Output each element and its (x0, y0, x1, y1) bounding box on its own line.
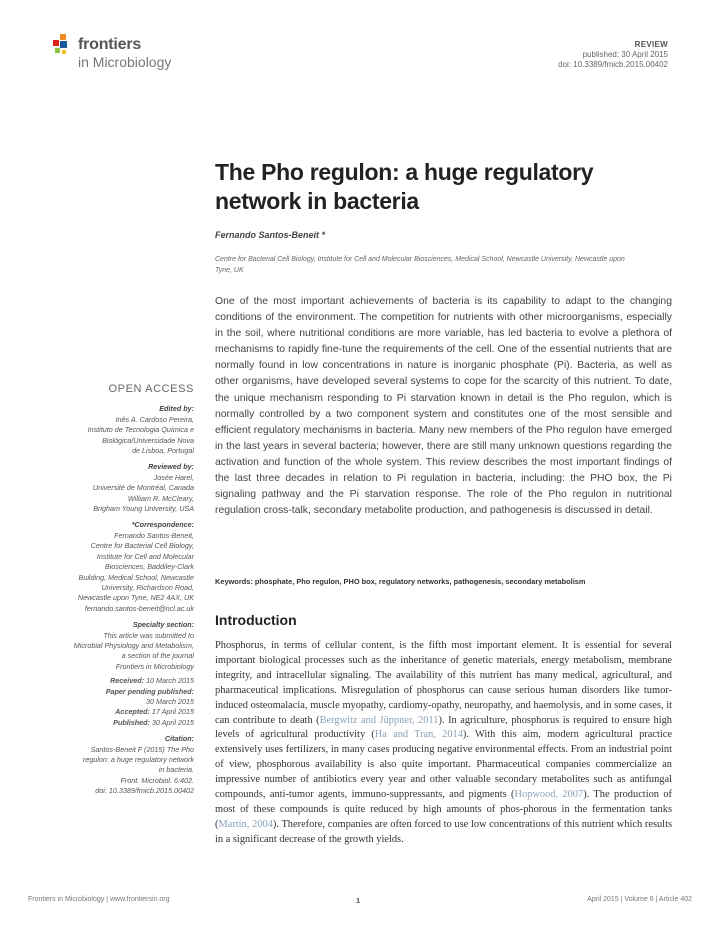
keywords-list: phosphate, Pho regulon, PHO box, regulatory networks, pathogenesis, secondary metabolism (254, 577, 586, 586)
abstract: One of the most important achievements of bacteria is its capability to adapt to the changing conditions of the environment. The competition for nutrients with other microorganisms, especially in the soil, where nutritional conditions are more variable, has led bacteria to evolve a plethora of mechanisms to rapidly fine-tune the requirements of the cell. One of the essential nutrients that are normally found in low concentrations in nature is inorganic phosphate (Pi). Bacteria, as well as other organisms, have developed several systems to cope for the scarcity of this nutrient. To date, the unique mechanism responding to Pi starvation known in detail is the Pho regulon, which is normally controlled by a two component system and constitutes one of the most sensible and efficient regulatory mechanisms in bacteria. Many new members of the Pho regulon have emerged in the last years in several bacteria; however, there are still many unknown questions regarding the activation and function of the whole system. This review describes the most important findings of the last three decades in relation to Pi regulation in bacteria, including: the PHO box, the Pi signaling pathway and the Pi starvation response. The role of the Pho regulon in nutritional regulation cross-talk, secondary metabolite production, and pathogenesis is discussed in detail. (215, 296, 672, 517)
intro-text-4: ). The production of most of these compounds is quite reduced by high amounts of phos-phorous in the fermentation tanks ( (215, 789, 672, 830)
intro-text-5: ). Therefore, companies are often forced to use low concentrations of this nutrient which results in a significant decrease of the growth yields. (215, 818, 673, 845)
correspondence-line: Institute for Cell and Molecular (96, 551, 194, 561)
paper-title (215, 158, 675, 216)
reviewer-line: Josée Harel, (153, 472, 194, 482)
edited-by-label: Edited by: (159, 404, 194, 414)
keywords-label: Keywords: (215, 577, 253, 586)
article-meta (558, 40, 668, 70)
correspondence-line: Centre for Bacterial Cell Biology, (90, 541, 194, 551)
specialty-line: Microbial Physiology and Metabolism, (73, 640, 194, 650)
footer-issue: April 2015 | Volume 6 | Article 402 (587, 896, 692, 903)
accepted-date: 17 April 2015 (151, 707, 194, 717)
title-line-1: The Pho regulon: a huge regulatory (215, 159, 594, 185)
specialty-line: Frontiers in Microbiology (115, 661, 194, 671)
journal-logo (52, 34, 232, 74)
introduction-paragraph (215, 639, 672, 848)
article-dates (48, 676, 194, 728)
pending-label: Paper pending published: (105, 686, 194, 696)
section-heading-introduction: Introduction (215, 612, 297, 628)
logo-word-frontiers: frontiers (78, 36, 142, 53)
specialty-section-label: Specialty section: (132, 620, 194, 630)
reference-link[interactable]: Martín, 2004 (218, 818, 273, 830)
author-affiliation: Centre for Bacterial Cell Biology, Institute for Cell and Molecular Biosciences, Medical School, Newcastle University, Newcastle upon Tyne, UK (215, 256, 625, 274)
accepted-label: Accepted: (115, 707, 150, 717)
citation-line: regulon: a huge regulatory network (82, 755, 194, 764)
received-date: 10 March 2015 (146, 676, 194, 686)
correspondence-label: *Correspondence: (131, 520, 194, 530)
reviewer-line: William R. McCleary, (127, 493, 194, 503)
reference-link[interactable]: Hopwood, 2007 (514, 789, 584, 801)
reference-link[interactable]: Ha and Tran, 2014 (374, 729, 463, 741)
published-label: Published: (113, 717, 150, 727)
correspondence-line: University, Richardson Road, (101, 582, 194, 592)
editor-line: Biológica/Universidade Nova (102, 435, 194, 445)
frontiers-logo-icon (52, 34, 76, 58)
citation-label: Citation: (164, 734, 194, 744)
logo-word-journal: in Microbiology (78, 54, 172, 70)
correspondence-email[interactable]: fernando.santos-beneit@ncl.ac.uk (84, 603, 194, 613)
published-date-sidebar: 30 April 2015 (151, 717, 194, 727)
reviewer-line: Brigham Young University, USA (93, 504, 194, 514)
footer-journal[interactable]: Frontiers in Microbiology | www.frontiersin.org (28, 896, 170, 903)
specialty-line: This article was submitted to (103, 630, 194, 640)
specialty-line: a section of the journal (121, 651, 194, 661)
correspondence-line: Biosciences, Baddiley-Clark (104, 562, 194, 572)
author-name[interactable]: Fernando Santos-Beneit * (215, 230, 326, 240)
reviewed-by-label: Reviewed by: (148, 462, 194, 472)
citation-line: in bacteria. (158, 765, 194, 775)
citation-line: Santos-Beneit F (2015) The Pho (90, 744, 194, 754)
title-line-2: network in bacteria (215, 188, 419, 214)
reviewer-line: Université de Montréal, Canada (92, 483, 194, 493)
correspondence-line: Newcastle upon Tyne, NE2 4AX, UK (77, 593, 194, 603)
editor-line: Inês A. Cardoso Pereira, (115, 414, 194, 424)
page-number: 1 (356, 896, 361, 905)
intro-text-1: Phosphorus, in terms of cellular content, is the fifth most important element. It is essential for several important biological processes such as the inheritance of genetic materials, energy metabolism, membrane integrity, and intracellular signaling. The availability of this nutrient has many medical, agricultural, and pharmaceutical implications. Misregulation of phosphorus can cause serious human disorders like tumor-induced osteomalacia, muscle myopathy, cardiomy-opathy, neuropathy, and haemolysis, and in some cases, it can contribute to death ( (215, 640, 672, 726)
keywords (215, 577, 685, 586)
article-doi[interactable]: doi: 10.3389/fmicb.2015.00402 (558, 60, 668, 69)
citation-doi[interactable]: doi: 10.3389/fmicb.2015.00402 (95, 786, 194, 796)
article-sidebar (48, 384, 194, 797)
article-type: REVIEW (634, 40, 668, 49)
correspondence-line: Fernando Santos-Beneit, (114, 530, 194, 540)
received-label: Received: (110, 676, 145, 686)
editor-line: Instituto de Tecnologia Química e (87, 425, 194, 435)
open-access-label: OPEN ACCESS (108, 383, 194, 395)
intro-text-3: ). With this aim, modern agricultural practice extensively uses fertilizers, in many cases producing negative environmental effects. From an industrial point of view, phosphorous availability is also quite important. Pharmaceutical companies commercialize an impressive number of antibiotics every year and other valuable secondary metabolites such as antifungal compounds, anti-tumor agents, immuno-suppressants, and pigments ( (215, 729, 672, 801)
pending-date: 30 March 2015 (146, 696, 194, 706)
citation-line: Front. Microbiol. 6:402. (120, 775, 194, 785)
correspondence-line: Building, Medical School, Newcastle (78, 572, 194, 582)
intro-text-2: ). In agriculture, phosphorus is required to ensure high levels of agricultural productivity ( (215, 714, 672, 741)
published-date: published: 30 April 2015 (582, 50, 668, 59)
reference-link[interactable]: Bergwitz and Jüppner, 2011 (319, 714, 439, 726)
editor-line: de Lisboa, Portugal (132, 446, 194, 456)
